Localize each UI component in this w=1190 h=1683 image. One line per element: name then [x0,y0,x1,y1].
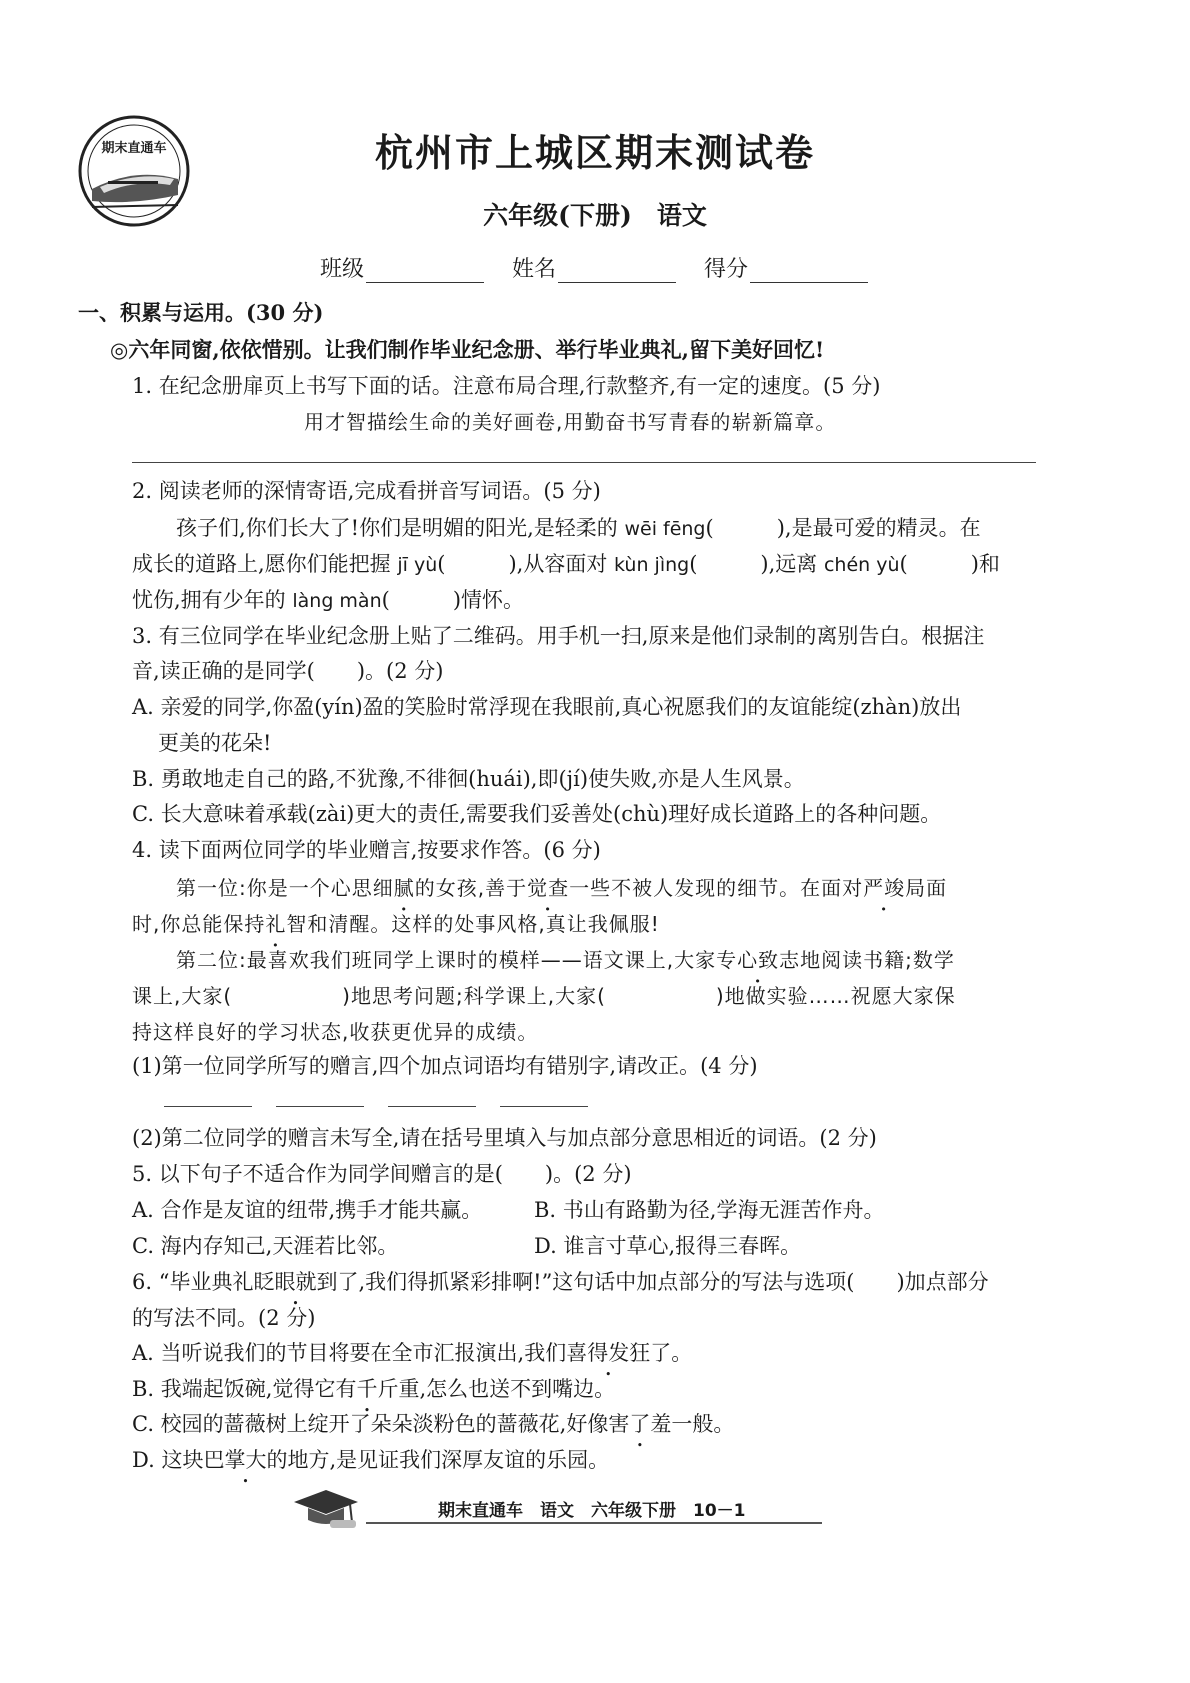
name-field[interactable] [512,252,676,283]
dotted-word: 礼 [265,912,287,936]
section-heading: 一、积累与运用。(30 分) [78,300,324,325]
q3-line1: 3. 有三位同学在毕业纪念册上贴了二维码。用手机一扫,原来是他们录制的离别告白。根据注 [132,624,985,648]
q4-para2-line3: 持这样良好的学习状态,收获更优异的成绩。 [132,1020,539,1044]
score-field[interactable] [704,252,868,283]
dotted-word: 眨眼就到 [253,1270,338,1294]
answer-line-2[interactable] [276,1106,364,1107]
q2-prompt: 2. 阅读老师的深情寄语,完成看拼音写词语。(5 分) [132,479,601,503]
answer-line-3[interactable] [388,1106,476,1107]
class-field[interactable] [320,252,484,283]
q6-option-a[interactable]: A. 当听说我们的节目将要在全市汇报演出,我们喜得发狂了。 [132,1341,693,1365]
q5-option-c[interactable]: C. 海内存知己,天涯若比邻。 [132,1234,399,1258]
dotted-word: 觉查 [527,876,570,900]
footer-rule [366,1522,822,1524]
page-title: 杭州市上城区期末测试卷 [374,130,815,175]
q2-line2: 成长的道路上,愿你们能把握 jī yù( ),从容面对 kùn jìng( ),远离 chén yù( )和 [132,552,1000,576]
pinyin-kunjing: kùn jìng [614,554,690,576]
dotted-word: 专心致志 [716,948,801,972]
q3-line2: 音,读正确的是同学( )。(2 分) [132,659,444,683]
q5-option-b[interactable]: B. 书山有路勤为径,学海无涯苦作舟。 [534,1198,885,1222]
q4-para2-line1: 第二位:最喜欢我们班同学上课时的模样——语文课上,大家专心致志地阅读书籍;数学 [176,948,955,972]
q4-sub2: (2)第二位同学的赠言未写全,请在括号里填入与加点部分意思相近的词语。(2 分) [132,1126,877,1150]
q3-option-b[interactable]: B. 勇敢地走自己的路,不犹豫,不徘徊(huái),即(jí)使失败,亦是人生风景。 [132,767,805,791]
q6-line1: 6. “毕业典礼眨眼就到了,我们得抓紧彩排啊!”这句话中加点部分的写法与选项( )加点部分 [132,1270,989,1294]
intro-text: ◎六年同窗,依依惜别。让我们制作毕业纪念册、举行毕业典礼,留下美好回忆! [110,337,825,362]
q1-copy-text: 用才智描绘生命的美好画卷,用勤奋书写青春的崭新篇章。 [304,410,837,434]
answer-line-1[interactable] [164,1106,252,1107]
answer-blank[interactable]: ( [437,552,509,576]
q4-para1-line2: 时,你总能保持礼智和清醒。这样的处事风格,真让我佩服! [132,912,660,936]
footer-text: 期末直通车 语文 六年级下册 10－1 [438,1501,746,1521]
answer-line-4[interactable] [500,1106,588,1107]
dotted-word: 严竣 [863,876,906,900]
q2-line1: 孩子们,你们长大了!你们是明媚的阳光,是轻柔的 wēi fēng( ),是最可爱的精灵。在 [176,516,981,540]
q1-prompt: 1. 在纪念册扉页上书写下面的话。注意布局合理,行款整齐,有一定的速度。(5 分) [132,374,881,398]
pinyin-jiyu: jī yù [397,554,438,576]
q6-option-d[interactable]: D. 这块巴掌大的地方 •,是见证我们深厚友谊的乐园。 [132,1444,609,1474]
q6-option-b[interactable]: B. 我端起饭碗,觉得它有千斤重 •,怎么也送不到嘴边。 [132,1373,615,1403]
pinyin-weifeng: wēi fēng [624,518,706,540]
q3-option-a[interactable]: A. 亲爱的同学,你盈(yín)盈的笑脸时常浮现在我眼前,真心祝愿我们的友谊能绽(zhàn)放出 [132,695,962,719]
q4-sub1: (1)第一位同学所写的赠言,四个加点词语均有错别字,请改正。(4 分) [132,1054,758,1078]
q5-option-a[interactable]: A. 合作是友谊的纽带,携手才能共赢。 [132,1198,483,1222]
q4-para2-line2: 课上,大家( )地思考问题;科学课上,大家( )地做实验……祝愿大家保 [132,984,956,1008]
pinyin-chenyu: chén yù [823,554,900,576]
q2-line3: 忧伤,拥有少年的 làng màn( )情怀。 [132,588,525,612]
class-label: 班级 [320,257,365,282]
q6-option-c[interactable]: C. 校园的蔷薇树上绽开了朵朵淡粉色的蔷薇花,好像害了羞一般 •。 [132,1408,734,1438]
q3-option-a-cont: 更美的花朵! [158,731,272,755]
answer-blank[interactable]: ( [381,588,453,612]
q3-option-c[interactable]: C. 长大意味着承载(zài)更大的责任,需要我们妥善处(chù)理好成长道路上的各种问题。 [132,802,942,826]
q5-prompt: 5. 以下句子不适合作为同学间赠言的是( )。(2 分) [132,1162,632,1186]
q4-prompt: 4. 读下面两位同学的毕业赠言,按要求作答。(6 分) [132,838,601,862]
logo-text: 期末直通车 [101,141,167,156]
answer-blank[interactable]: ( [689,552,761,576]
page-subtitle: 六年级(下册) 语文 [483,201,707,230]
name-label: 姓名 [512,257,557,282]
q6-line2: 的写法不同。(2 分) [132,1306,316,1330]
q1-writing-line[interactable] [132,462,1036,463]
score-label: 得分 [704,257,749,282]
student-info [320,252,868,283]
answer-blank[interactable]: ( [899,552,971,576]
q5-option-d[interactable]: D. 谁言寸草心,报得三春晖。 [534,1234,802,1258]
pinyin-langman: làng màn [292,590,382,612]
dotted-word: 腻 [393,876,415,900]
graduation-cap-icon [290,1484,362,1532]
q4-para1-line1: 第一位:你是一个心思细腻的女孩,善于觉查一些不被人发现的细节。在面对严竣局面 [176,876,948,900]
answer-blank[interactable]: ( [705,516,777,540]
